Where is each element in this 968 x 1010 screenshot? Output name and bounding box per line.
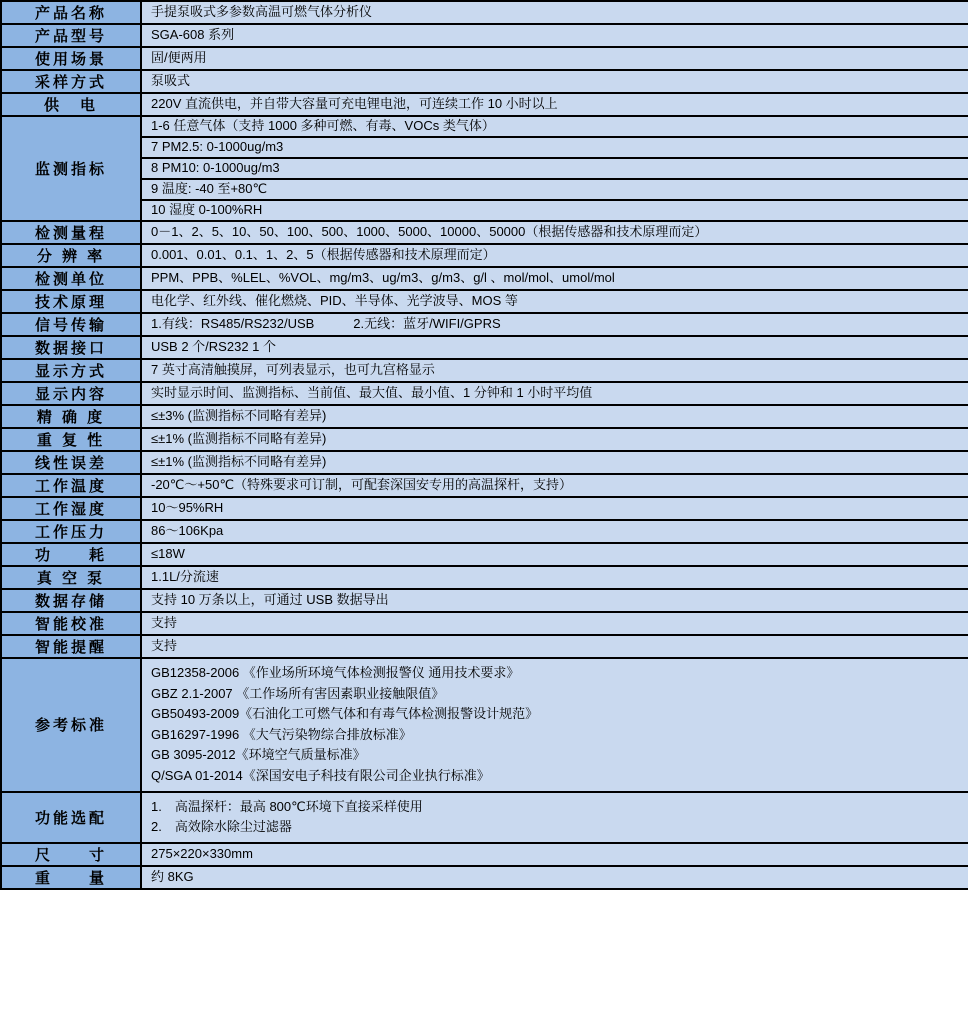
spec-value-line: GB 3095-2012《环境空气质量标准》 [151, 747, 366, 763]
spec-row [1, 866, 968, 889]
spec-value: 9 温度: -40 至+80℃ [141, 179, 968, 200]
spec-row [1, 336, 968, 359]
spec-value [141, 658, 968, 792]
spec-label: 数据接口 [1, 336, 141, 359]
spec-row [1, 635, 968, 658]
spec-row [1, 24, 968, 47]
spec-label: 产品型号 [1, 24, 141, 47]
spec-label: 线性误差 [1, 451, 141, 474]
spec-row [1, 543, 968, 566]
spec-row [1, 1, 968, 24]
spec-label: 参考标准 [1, 658, 141, 792]
spec-row [1, 589, 968, 612]
spec-row [1, 313, 968, 336]
spec-value: 实时显示时间、监测指标、当前值、最大值、最小值、1 分钟和 1 小时平均值 [141, 382, 968, 405]
spec-row [1, 843, 968, 866]
spec-value: 275×220×330mm [141, 843, 968, 866]
spec-row [1, 405, 968, 428]
spec-label: 检测单位 [1, 267, 141, 290]
spec-row [1, 451, 968, 474]
spec-value: 0－1、2、5、10、50、100、500、1000、5000、10000、50000（根据传感器和技术原理而定） [141, 221, 968, 244]
spec-label: 尺 寸 [1, 843, 141, 866]
spec-label: 精 确 度 [1, 405, 141, 428]
spec-row [1, 497, 968, 520]
spec-value-line: GBZ 2.1-2007 《工作场所有害因素职业接触限值》 [151, 685, 445, 701]
spec-value: 0.001、0.01、0.1、1、2、5（根据传感器和技术原理而定） [141, 244, 968, 267]
spec-label: 工作压力 [1, 520, 141, 543]
spec-row [1, 244, 968, 267]
spec-label: 使用场景 [1, 47, 141, 70]
spec-value: 支持 [141, 635, 968, 658]
spec-row [1, 428, 968, 451]
spec-label: 工作湿度 [1, 497, 141, 520]
spec-row [1, 47, 968, 70]
spec-value: 1.1L/分流速 [141, 566, 968, 589]
spec-value: 电化学、红外线、催化燃烧、PID、半导体、光学波导、MOS 等 [141, 290, 968, 313]
spec-value: 86～106Kpa [141, 520, 968, 543]
spec-row [1, 359, 968, 382]
spec-row [1, 116, 968, 137]
spec-value: 支持 10 万条以上，可通过 USB 数据导出 [141, 589, 968, 612]
spec-label: 监测指标 [1, 116, 141, 221]
spec-value-line: GB12358-2006 《作业场所环境气体检测报警仪 通用技术要求》 [151, 665, 520, 680]
spec-label: 智能提醒 [1, 635, 141, 658]
spec-label: 技术原理 [1, 290, 141, 313]
spec-label: 显示内容 [1, 382, 141, 405]
spec-value: SGA-608 系列 [141, 24, 968, 47]
spec-label: 显示方式 [1, 359, 141, 382]
spec-value: 约 8KG [141, 866, 968, 889]
spec-row [1, 179, 968, 200]
spec-value [141, 792, 968, 843]
spec-label: 分 辨 率 [1, 244, 141, 267]
spec-row [1, 290, 968, 313]
spec-value: 泵吸式 [141, 70, 968, 93]
spec-value-line: Q/SGA 01-2014《深国安电子科技有限公司企业执行标准》 [151, 767, 490, 783]
spec-row [1, 382, 968, 405]
spec-label: 功 耗 [1, 543, 141, 566]
spec-value-line: GB50493-2009《石油化工可燃气体和有毒气体检测报警设计规范》 [151, 706, 539, 722]
spec-value: ≤±3% (监测指标不同略有差异) [141, 405, 968, 428]
spec-label: 重 复 性 [1, 428, 141, 451]
spec-row [1, 137, 968, 158]
spec-value: PPM、PPB、%LEL、%VOL、mg/m3、ug/m3、g/m3、g/l 、mol/mol、umol/mol [141, 267, 968, 290]
spec-value: 1-6 任意气体（支持 1000 多种可燃、有毒、VOCs 类气体） [141, 116, 968, 137]
spec-value: 7 PM2.5: 0-1000ug/m3 [141, 137, 968, 158]
spec-value: USB 2 个/RS232 1 个 [141, 336, 968, 359]
spec-row [1, 200, 968, 221]
spec-value: ≤18W [141, 543, 968, 566]
spec-value: 支持 [141, 612, 968, 635]
spec-table-body [1, 1, 968, 889]
spec-row [1, 221, 968, 244]
spec-label: 重 量 [1, 866, 141, 889]
spec-value-line: GB16297-1996 《大气污染物综合排放标准》 [151, 726, 412, 742]
spec-row [1, 70, 968, 93]
spec-row [1, 158, 968, 179]
spec-label: 数据存储 [1, 589, 141, 612]
spec-value: 固/便两用 [141, 47, 968, 70]
spec-value: 220V 直流供电，并自带大容量可充电锂电池，可连续工作 10 小时以上 [141, 93, 968, 116]
spec-label: 供 电 [1, 93, 141, 116]
spec-label: 产品名称 [1, 1, 141, 24]
spec-value: 10 湿度 0-100%RH [141, 200, 968, 221]
spec-value: -20℃～+50℃（特殊要求可订制，可配套深国安专用的高温探杆，支持） [141, 474, 968, 497]
spec-value-line: 1. 高温探杆：最高 800℃环境下直接采样使用 [151, 798, 423, 814]
spec-value: ≤±1% (监测指标不同略有差异) [141, 451, 968, 474]
spec-value: 8 PM10: 0-1000ug/m3 [141, 158, 968, 179]
spec-label: 信号传输 [1, 313, 141, 336]
spec-label: 检测量程 [1, 221, 141, 244]
spec-value: 7 英寸高清触摸屏，可列表显示，也可九宫格显示 [141, 359, 968, 382]
spec-label: 采样方式 [1, 70, 141, 93]
spec-row [1, 658, 968, 792]
spec-row [1, 566, 968, 589]
spec-row [1, 792, 968, 843]
spec-value: 1.有线：RS485/RS232/USB 2.无线：蓝牙/WIFI/GPRS [141, 313, 968, 336]
spec-label: 功能选配 [1, 792, 141, 843]
spec-row [1, 267, 968, 290]
spec-label: 工作温度 [1, 474, 141, 497]
spec-value-line: 2. 高效除水除尘过滤器 [151, 819, 292, 835]
spec-row [1, 474, 968, 497]
spec-row [1, 612, 968, 635]
spec-row [1, 520, 968, 543]
spec-row [1, 93, 968, 116]
spec-label: 真 空 泵 [1, 566, 141, 589]
spec-label: 智能校准 [1, 612, 141, 635]
spec-value: 10～95%RH [141, 497, 968, 520]
spec-value: ≤±1% (监测指标不同略有差异) [141, 428, 968, 451]
spec-value: 手提泵吸式多参数高温可燃气体分析仪 [141, 1, 968, 24]
